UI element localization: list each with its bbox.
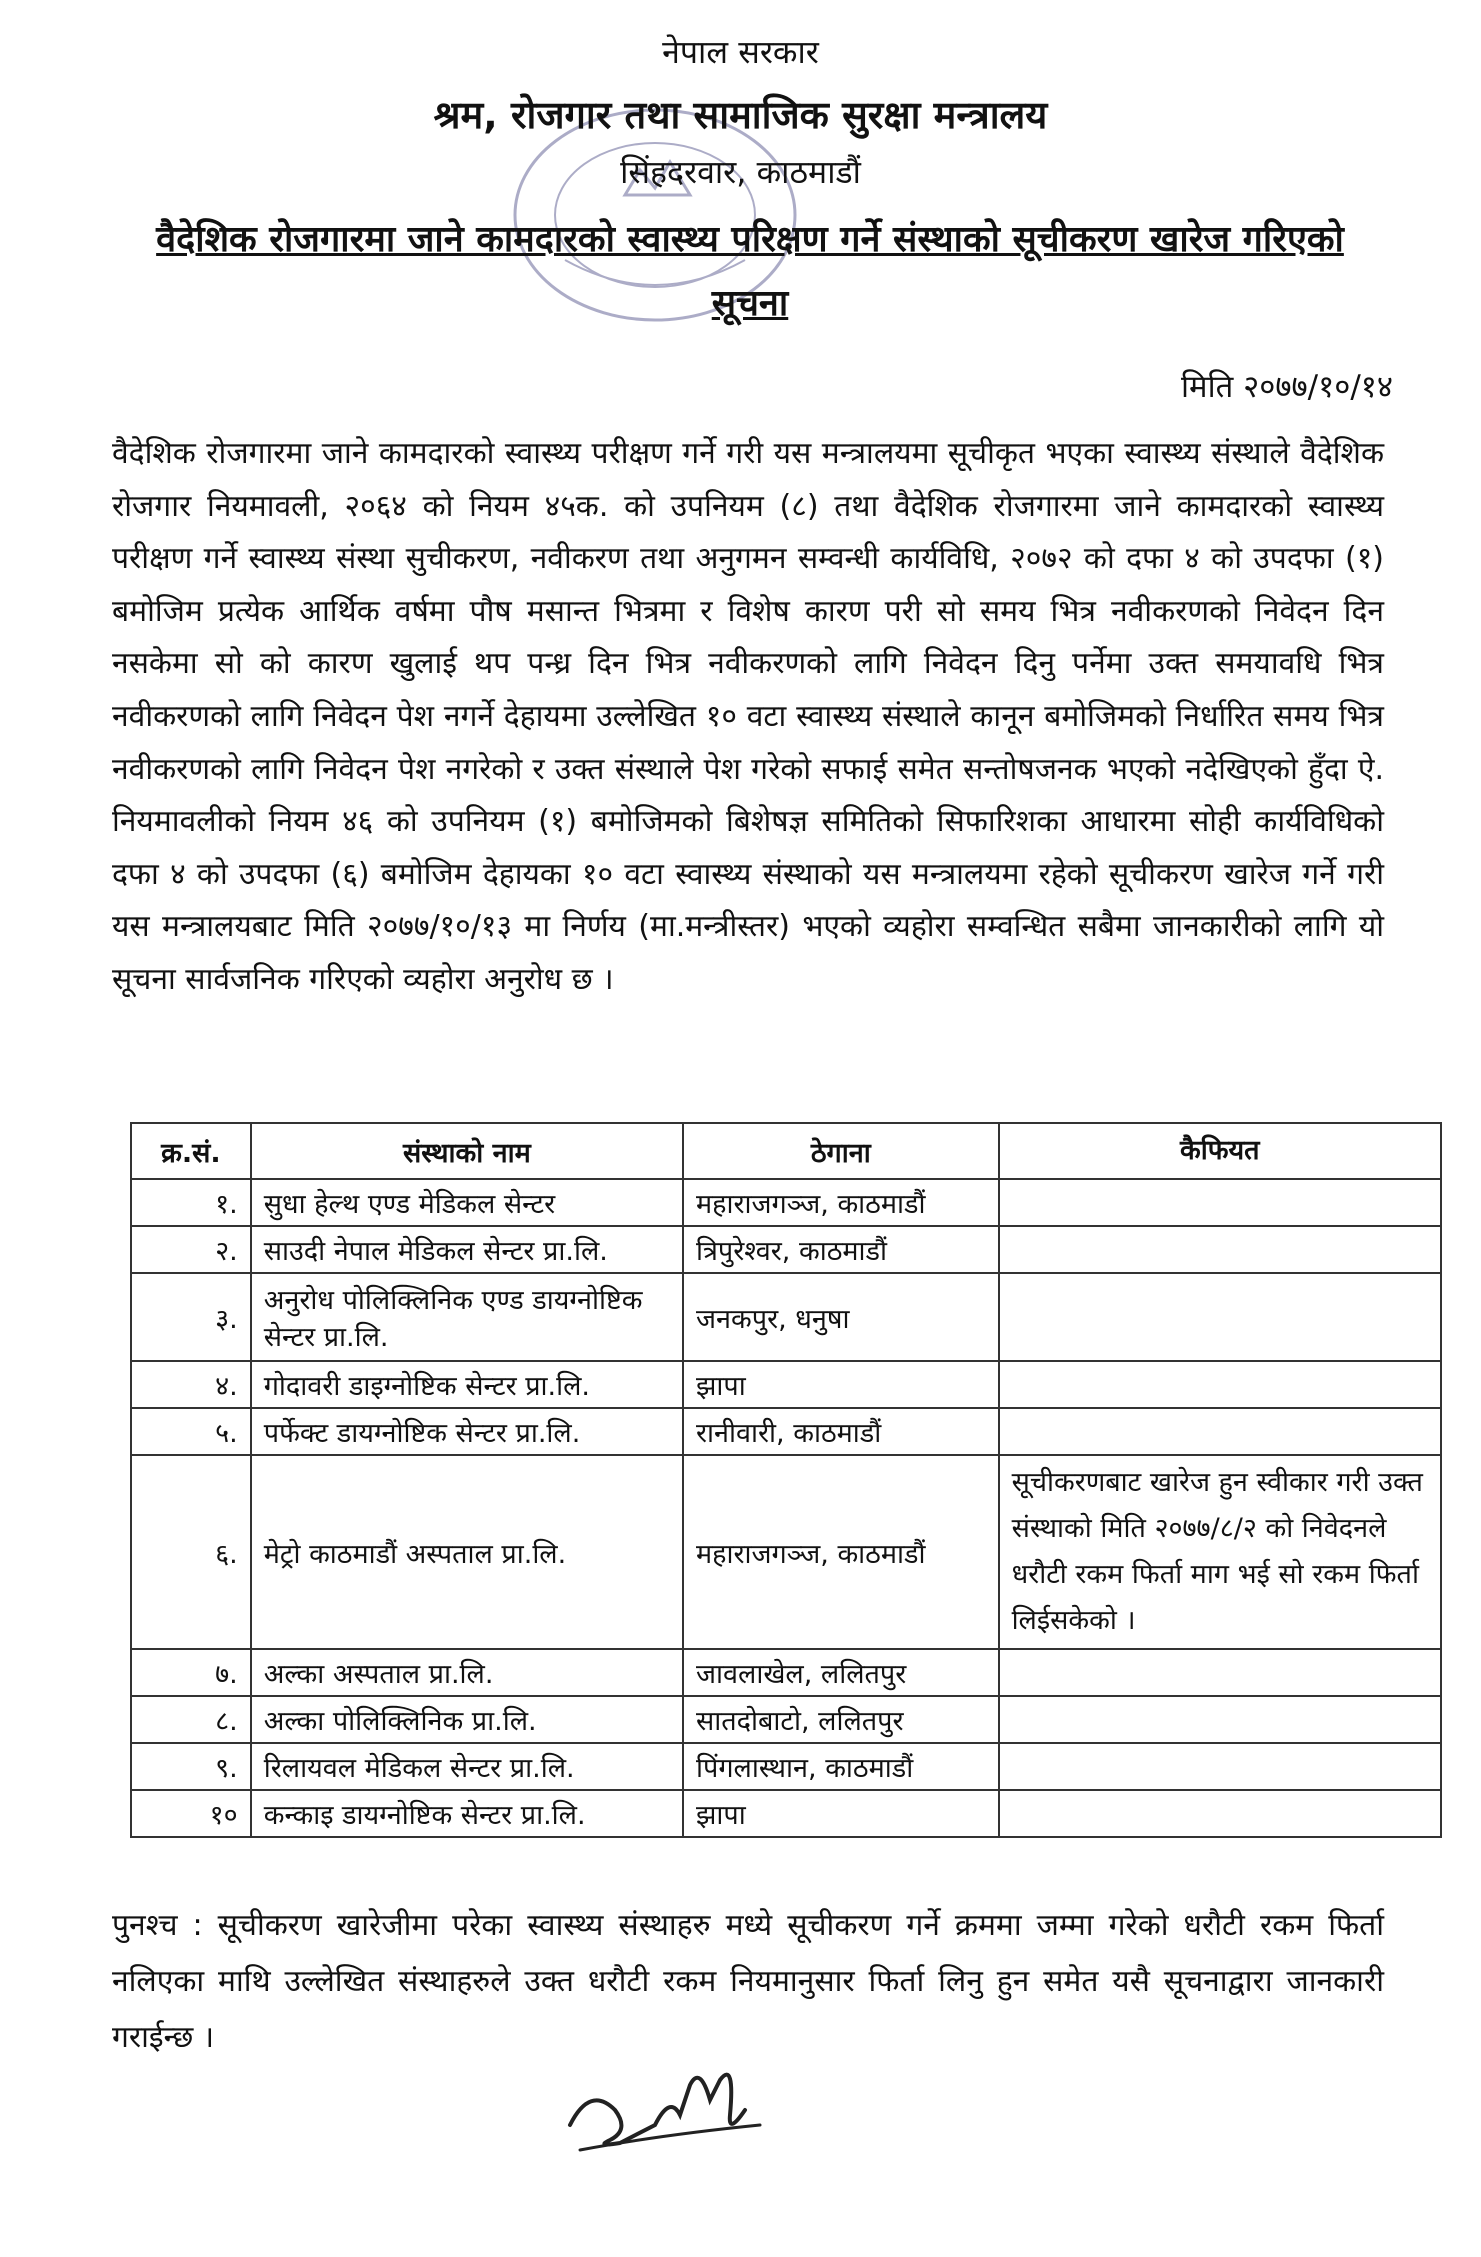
deregistered-institutions-table: [130, 1122, 1442, 1838]
row-serial: ७.: [131, 1649, 251, 1696]
row-remarks: सूचीकरणबाट खारेज हुन स्वीकार गरी उक्त संस्थाको मिति २०७७/८/२ को निवेदनले धरौटी रकम फिर्ता माग भई सो रकम फिर्ता लिईसकेको ।: [999, 1455, 1441, 1649]
row-serial: २.: [131, 1226, 251, 1273]
row-address: सातदोबाटो, ललितपुर: [683, 1696, 999, 1743]
row-institution-name: गोदावरी डाइग्नोष्टिक सेन्टर प्रा.लि.: [251, 1361, 683, 1408]
row-institution-name: साउदी नेपाल मेडिकल सेन्टर प्रा.लि.: [251, 1226, 683, 1273]
row-address: जनकपुर, धनुषा: [683, 1273, 999, 1361]
row-address: झापा: [683, 1790, 999, 1837]
table-header-row: [131, 1123, 1441, 1179]
row-remarks: [999, 1179, 1441, 1226]
row-institution-name: अल्का पोलिक्लिनिक प्रा.लि.: [251, 1696, 683, 1743]
row-institution-name: पर्फेक्ट डायग्नोष्टिक सेन्टर प्रा.लि.: [251, 1408, 683, 1455]
table-row: [131, 1408, 1441, 1455]
row-remarks: [999, 1696, 1441, 1743]
table-row: [131, 1696, 1441, 1743]
table-row: [131, 1361, 1441, 1408]
ministry-address: सिंहदरवार, काठमाडौं: [620, 153, 861, 191]
row-serial: ४.: [131, 1361, 251, 1408]
row-serial: ६.: [131, 1455, 251, 1649]
row-institution-name: अनुरोध पोलिक्लिनिक एण्ड डायग्नोष्टिक सेन्टर प्रा.लि.: [251, 1273, 683, 1361]
row-address: त्रिपुरेश्वर, काठमाडौं: [683, 1226, 999, 1273]
table-row: [131, 1790, 1441, 1837]
row-remarks: [999, 1226, 1441, 1273]
ministry-heading: श्रम, रोजगार तथा सामाजिक सुरक्षा मन्त्रालय: [433, 93, 1048, 137]
row-serial: ९.: [131, 1743, 251, 1790]
row-institution-name: सुधा हेल्थ एण्ड मेडिकल सेन्टर: [251, 1179, 683, 1226]
row-remarks: [999, 1408, 1441, 1455]
government-heading: नेपाल सरकार: [662, 33, 819, 71]
header-address: ठेगाना: [683, 1123, 999, 1179]
row-remarks: [999, 1649, 1441, 1696]
table-row: [131, 1226, 1441, 1273]
row-institution-name: मेट्रो काठमाडौं अस्पताल प्रा.लि.: [251, 1455, 683, 1649]
table-row: [131, 1649, 1441, 1696]
notice-date: मिति २०७७/१०/१४: [1181, 369, 1393, 405]
row-remarks: [999, 1273, 1441, 1361]
row-serial: ३.: [131, 1273, 251, 1361]
row-institution-name: रिलायवल मेडिकल सेन्टर प्रा.लि.: [251, 1743, 683, 1790]
row-address: जावलाखेल, ललितपुर: [683, 1649, 999, 1696]
header-serial: क्र.सं.: [131, 1123, 251, 1179]
row-address: महाराजगञ्ज, काठमाडौं: [683, 1455, 999, 1649]
row-remarks: [999, 1743, 1441, 1790]
signature-mark: [560, 2055, 770, 2165]
table-row: [131, 1179, 1441, 1226]
row-address: झापा: [683, 1361, 999, 1408]
row-serial: ८.: [131, 1696, 251, 1743]
table-row: [131, 1273, 1441, 1361]
row-address: रानीवारी, काठमाडौं: [683, 1408, 999, 1455]
row-remarks: [999, 1790, 1441, 1837]
row-serial: १.: [131, 1179, 251, 1226]
table-row: [131, 1743, 1441, 1790]
row-remarks: [999, 1361, 1441, 1408]
row-serial: १०: [131, 1790, 251, 1837]
notice-title: वैदेशिक रोजगारमा जाने कामदारको स्वास्थ्य परिक्षण गर्ने संस्थाको सूचीकरण खारेज गरिएको सूचना: [156, 219, 1344, 324]
header-remarks: कैफियत: [999, 1123, 1441, 1179]
row-address: महाराजगञ्ज, काठमाडौं: [683, 1179, 999, 1226]
header-institution-name: संस्थाको नाम: [251, 1123, 683, 1179]
table-row: [131, 1455, 1441, 1649]
postscript-note: पुनश्च : सूचीकरण खारेजीमा परेका स्वास्थ्य संस्थाहरु मध्ये सूचीकरण गर्ने क्रममा जम्मा गरेको धरौटी रकम फिर्ता नलिएका माथि उल्लेखित संस्थाहरुले उक्त धरौटी रकम नियमानुसार फिर्ता लिनु हुन समेत यसै सूचनाद्वारा जानकारी गराईन्छ ।: [112, 1908, 1384, 2055]
row-institution-name: अल्का अस्पताल प्रा.लि.: [251, 1649, 683, 1696]
row-address: पिंगलास्थान, काठमाडौं: [683, 1743, 999, 1790]
row-serial: ५.: [131, 1408, 251, 1455]
notice-body: वैदेशिक रोजगारमा जाने कामदारको स्वास्थ्य परीक्षण गर्ने गरी यस मन्त्रालयमा सूचीकृत भएका स्वास्थ्य संस्थाले वैदेशिक रोजगार नियमावली, २०६४ को नियम ४५क. को उपनियम (८) तथा वैदेशिक रोजगारमा जाने कामदारको स्वास्थ्य परीक्षण गर्ने स्वास्थ्य संस्था सुचीकरण, नवीकरण तथा अनुगमन सम्वन्धी कार्यविधि, २०७२ को दफा ४ को उपदफा (१) बमोजिम प्रत्येक आर्थिक वर्षमा पौष मसान्त भित्रमा र विशेष कारण परी सो समय भित्र नवीकरणको निवेदन दिन नसकेमा सो को कारण खुलाई थप पन्ध्र दिन भित्र नवीकरणको लागि निवेदन दिनु पर्नेमा उक्त समयावधि भित्र नवीकरणको लागि निवेदन पेश नगर्ने देहायमा उल्लेखित १० वटा स्वास्थ्य संस्थाले कानून बमोजिमको निर्धारित समय भित्र नवीकरणको लागि निवेदन पेश नगरेको र उक्त संस्थाले पेश गरेको सफाई समेत सन्तोषजनक भएको नदेखिएको हुँदा ऐ. नियमावलीको नियम ४६ को उपनियम (१) बमोजिमको बिशेषज्ञ समितिको सिफारिशका आधारमा सोही कार्यविधिको दफा ४ को उपदफा (६) बमोजिम देहायका १० वटा स्वास्थ्य संस्थाको यस मन्त्रालयमा रहेको सूचीकरण खारेज गर्ने गरी यस मन्त्रालयबाट मिति २०७७/१०/१३ मा निर्णय (मा.मन्त्रीस्तर) भएको व्यहोरा सम्वन्धित सबैमा जानकारीको लागि यो सूचना सार्वजनिक गरिएको व्यहोरा अनुरोध छ ।: [112, 436, 1384, 997]
row-institution-name: कन्काइ डायग्नोष्टिक सेन्टर प्रा.लि.: [251, 1790, 683, 1837]
